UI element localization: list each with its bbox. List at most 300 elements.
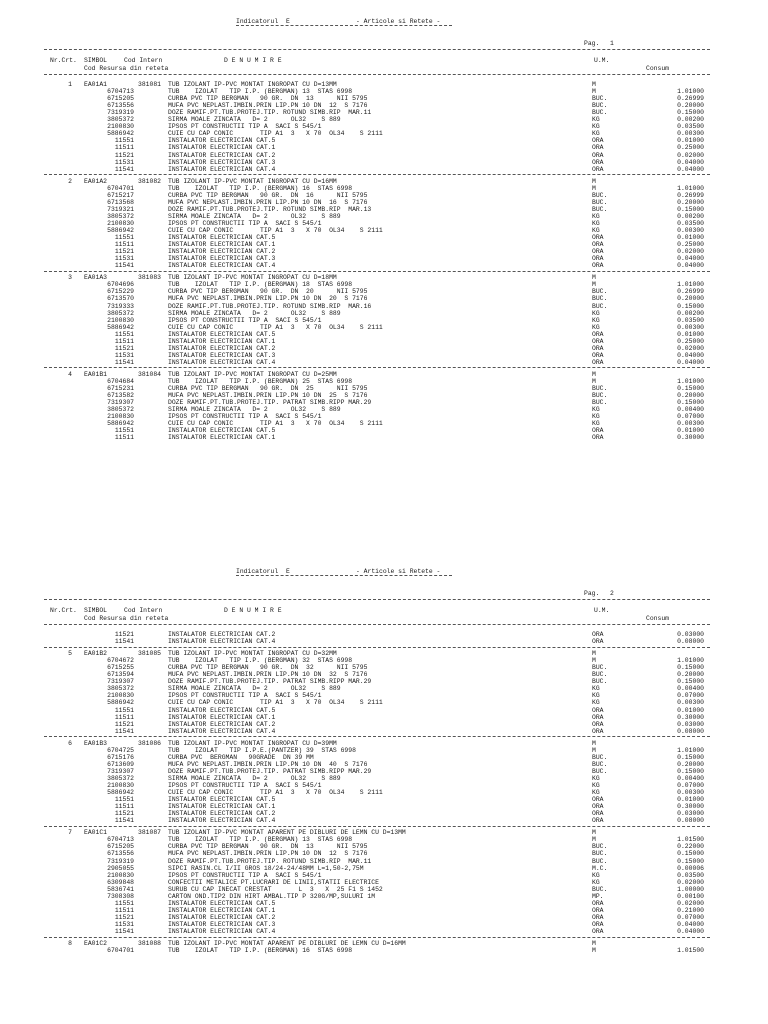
resource-um: KG [592, 219, 600, 227]
resource-consum: 0.20000 [677, 392, 704, 400]
resource-code: 5886942 [107, 130, 134, 138]
resource-denumire: CUIE CU CAP CONIC TIP A1 3 X 70 OL34 S 2111 [168, 130, 383, 138]
header-denumire: D E N U M I R E [224, 57, 282, 64]
resource-um: KG [592, 420, 600, 428]
resource-denumire: TUB IZOLAT TIP I.P. (BERGMAN) 13 STAS 6998 [168, 836, 353, 844]
resource-um: KG [592, 692, 600, 700]
resource-code: 6715205 [107, 843, 134, 851]
resource-consum: 0.08000 [677, 638, 704, 646]
article-cod-intern: 381083 [138, 274, 162, 282]
resource-denumire: MUFA PVC NEPLAST.IMBIN.PRIN LIP.PN 10 DN 40 S 7176 [168, 760, 368, 768]
resource-denumire: TUB IZOLAT TIP I.P. (BERGMAN) 16 STAS 6998 [168, 184, 353, 192]
resource-consum: 0.00300 [677, 420, 704, 428]
article-denumire: TUB IZOLANT IP-PVC MONTAT INGROPAT CU D=25MM [168, 370, 337, 378]
resource-consum: 0.20000 [677, 295, 704, 303]
resource-code: 7319319 [107, 109, 134, 117]
resource-um: ORA [592, 144, 604, 152]
resource-code: 11551 [114, 706, 134, 714]
resource-code: 2100830 [107, 123, 134, 131]
resource-code: 3805372 [107, 212, 134, 220]
resource-um: BUC. [592, 399, 608, 407]
resource-consum: 0.26999 [677, 191, 704, 199]
resource-um: M [592, 746, 596, 754]
resource-denumire: TUB IZOLAT TIP I.P.E.(PANTZER) 39 STAS 6998 [168, 746, 356, 754]
resource-code: 11531 [114, 255, 134, 263]
resource-consum: 0.15000 [677, 302, 704, 310]
resource-um: M [592, 378, 596, 385]
resource-consum: 1.01000 [677, 378, 704, 385]
resource-consum: 0.03500 [677, 219, 704, 227]
resource-code: 6713594 [107, 671, 134, 679]
resource-consum: 0.00400 [677, 774, 704, 782]
header-nrcrt: Nr.Crt. [50, 57, 77, 64]
resource-consum: 0.25000 [677, 337, 704, 345]
resource-denumire: INSTALATOR ELECTRICIAN CAT.3 [168, 255, 276, 263]
resource-consum: 0.00400 [677, 685, 704, 693]
resource-denumire: SIRMA MOALE ZINCATA D= 2 OL32 S 889 [168, 406, 341, 414]
resource-denumire: SIRMA MOALE ZINCATA D= 2 OL32 S 889 [168, 212, 341, 220]
resource-denumire: SIRMA MOALE ZINCATA D= 2 OL32 S 889 [168, 309, 341, 317]
resource-consum: 0.15000 [677, 385, 704, 393]
resource-um: KG [592, 782, 600, 789]
resource-code: 7319333 [107, 302, 134, 310]
header-cod-intern: Cod Intern [124, 57, 163, 64]
resource-consum: 1.00000 [677, 885, 704, 893]
resource-code: 3805372 [107, 774, 134, 782]
resource-um: KG [592, 309, 600, 317]
resource-code: 11511 [114, 337, 134, 345]
resource-denumire: MUFA PVC NEPLAST.IMBIN.PRIN LIP.PN 10 DN 12 S 7176 [168, 102, 368, 110]
article-cod-intern: 381086 [138, 739, 162, 747]
resource-consum: 0.15000 [677, 664, 704, 672]
resource-denumire: CUIE CU CAP CONIC TIP A1 3 X 70 OL34 S 2111 [168, 420, 383, 428]
resource-denumire: IPSOS PT CONSTRUCTII TIP A SACI S 545/1 [168, 871, 322, 879]
resource-code: 7308308 [107, 892, 134, 900]
resource-um: KG [592, 699, 600, 707]
resource-denumire: SIPCI RASIN.CL I/II GROS 18/24-24/48MM L=1,50-2,75M [168, 864, 364, 872]
resource-code: 6704684 [107, 378, 134, 385]
resource-consum: 0.00006 [677, 864, 704, 872]
resource-denumire: INSTALATOR ELECTRICIAN CAT.2 [168, 913, 276, 921]
resource-code: 11511 [114, 713, 134, 721]
resource-consum: 0.08000 [677, 727, 704, 735]
resource-consum: 0.26999 [677, 288, 704, 296]
resource-code: 5886942 [107, 323, 134, 331]
resource-consum: 0.15000 [677, 109, 704, 117]
resource-consum: 0.04000 [677, 262, 704, 270]
resource-um: KG [592, 116, 600, 124]
title-underline [236, 575, 452, 576]
resource-um: BUC. [592, 302, 608, 310]
resource-denumire: IPSOS PT CONSTRUCTII TIP A SACI S 545/1 [168, 123, 322, 131]
resource-denumire: INSTALATOR ELECTRICIAN CAT.5 [168, 796, 276, 804]
resource-code: 11521 [114, 151, 134, 159]
resource-um: ORA [592, 638, 604, 646]
resource-denumire: INSTALATOR ELECTRICIAN CAT.4 [168, 817, 276, 825]
resource-um: KG [592, 323, 600, 331]
resource-consum: 0.02000 [677, 151, 704, 159]
resource-um: KG [592, 406, 600, 414]
resource-denumire: TUB IZOLAT TIP I.P. (BERGMAN) 25 STAS 6998 [168, 378, 353, 385]
resource-denumire: INSTALATOR ELECTRICIAN CAT.4 [168, 165, 276, 173]
article-nr: 2 [68, 177, 72, 185]
article-simbol: EA01A3 [84, 274, 108, 282]
resource-um: BUC. [592, 678, 608, 686]
resource-um: KG [592, 774, 600, 782]
header-consum: Consum [646, 615, 670, 622]
resource-um: KG [592, 212, 600, 220]
article-nr: 7 [68, 829, 72, 837]
resource-consum: 0.15000 [677, 753, 704, 761]
resource-consum: 0.02000 [677, 248, 704, 256]
resource-consum: 0.20000 [677, 671, 704, 679]
resource-code: 11541 [114, 817, 134, 825]
header-um: U.M. [594, 57, 610, 64]
resource-um: KG [592, 878, 600, 886]
resource-code: 2100830 [107, 316, 134, 324]
resource-um: BUC. [592, 102, 608, 110]
header-um: U.M. [594, 607, 610, 614]
resource-code: 11511 [114, 434, 134, 442]
article-denumire: TUB IZOLANT IP-PVC MONTAT INGROPAT CU D=16MM [168, 177, 337, 185]
article-um: M [592, 177, 596, 185]
resource-denumire: SURUB CU CAP INECAT CRESTAT L 3 X 25 F1 S 1452 [168, 885, 383, 893]
resource-code: 6713570 [107, 295, 134, 303]
article-nr: 1 [68, 81, 72, 88]
resource-um: BUC. [592, 205, 608, 213]
resource-code: 11551 [114, 330, 134, 338]
resource-code: 11511 [114, 906, 134, 914]
resource-um: BUC. [592, 191, 608, 199]
article-cod-intern: 381081 [138, 81, 162, 88]
article-cod-intern: 381082 [138, 177, 162, 185]
resource-consum: 0.20000 [677, 198, 704, 206]
resource-um: ORA [592, 344, 604, 352]
resource-code: 3805372 [107, 116, 134, 124]
page-label: Pag. [584, 590, 600, 597]
resource-denumire: CURBA PVC TIP BERGMAN 90 GR. DN 25 NII 5795 [168, 385, 368, 393]
resource-um: M.C. [592, 864, 608, 872]
resource-denumire: INSTALATOR ELECTRICIAN CAT.3 [168, 158, 276, 166]
title-code: E [286, 18, 290, 25]
resource-consum: 0.01000 [677, 137, 704, 145]
resource-um: ORA [592, 631, 604, 638]
resource-um: ORA [592, 358, 604, 366]
resource-denumire: IPSOS PT CONSTRUCTII TIP A SACI S 545/1 [168, 219, 322, 227]
resource-um: KG [592, 413, 600, 421]
resource-denumire: DOZE RAMIF.PT.TUB.PROTEJ.TIP. ROTUND SIMB.RIP MAR.11 [168, 109, 372, 117]
header-bottom-line [44, 624, 710, 625]
resource-code: 6704713 [107, 836, 134, 844]
article-cod-intern: 381088 [138, 940, 162, 948]
resource-um: ORA [592, 727, 604, 735]
resource-denumire: IPSOS PT CONSTRUCTII TIP A SACI S 545/1 [168, 782, 322, 789]
resource-code: 6704701 [107, 184, 134, 192]
article-separator [44, 271, 710, 272]
resource-consum: 0.04000 [677, 158, 704, 166]
resource-code: 6715217 [107, 191, 134, 199]
resource-um: KG [592, 130, 600, 138]
resource-code: 6704696 [107, 281, 134, 289]
resource-denumire: INSTALATOR ELECTRICIAN CAT.1 [168, 144, 276, 152]
resource-consum: 0.02000 [677, 899, 704, 907]
resource-consum: 1.01500 [677, 836, 704, 844]
resource-code: 11531 [114, 351, 134, 359]
resource-denumire: DOZE RAMIF.PT.TUB.PROTEJ.TIP. ROTUND SIMB.RIP MAR.13 [168, 205, 372, 213]
resource-consum: 0.04000 [677, 351, 704, 359]
resource-um: BUC. [592, 392, 608, 400]
resource-denumire: DOZE RAMIF.PT.TUB.PROTEJ.TIP. ROTUND SIMB.RIP MAR.11 [168, 857, 372, 865]
resource-um: BUC. [592, 671, 608, 679]
resource-denumire: IPSOS PT CONSTRUCTII TIP A SACI S 545/1 [168, 692, 322, 700]
article-nr: 8 [68, 940, 72, 948]
resource-consum: 0.20000 [677, 102, 704, 110]
resource-code: 11511 [114, 803, 134, 811]
resource-code: 7319307 [107, 767, 134, 775]
resource-code: 6704713 [107, 88, 134, 96]
resource-consum: 0.21000 [677, 906, 704, 914]
resource-um: ORA [592, 262, 604, 270]
resource-code: 11551 [114, 137, 134, 145]
resource-consum: 0.15000 [677, 678, 704, 686]
resource-code: 2100830 [107, 692, 134, 700]
resource-consum: 0.07000 [677, 782, 704, 789]
resource-denumire: CUIE CU CAP CONIC TIP A1 3 X 70 OL34 S 2111 [168, 699, 383, 707]
header-cod-intern: Cod Intern [124, 607, 163, 614]
resource-denumire: INSTALATOR ELECTRICIAN CAT.4 [168, 638, 276, 646]
resource-denumire: INSTALATOR ELECTRICIAN CAT.1 [168, 241, 276, 249]
resource-denumire: INSTALATOR ELECTRICIAN CAT.5 [168, 330, 276, 338]
article-um: M [592, 274, 596, 282]
article-um: M [592, 940, 596, 948]
resource-code: 5886942 [107, 227, 134, 234]
resource-consum: 0.08000 [677, 817, 704, 825]
resource-consum: 0.00400 [677, 406, 704, 414]
resource-code: 3805372 [107, 309, 134, 317]
resource-code: 2100830 [107, 871, 134, 879]
resource-um: KG [592, 227, 600, 234]
article-um: M [592, 81, 596, 88]
resource-consum: 0.26999 [677, 95, 704, 103]
resource-code: 11511 [114, 241, 134, 249]
resource-denumire: CURBA PVC TIP BERGMAN 90 GR. DN 20 NII 5795 [168, 288, 368, 296]
resource-denumire: INSTALATOR ELECTRICIAN CAT.1 [168, 803, 276, 811]
resource-um: BUC. [592, 664, 608, 672]
resource-denumire: DOZE RAMIF.PT.TUB.PROTEJ.TIP. ROTUND SIMB.RIP MAR.16 [168, 302, 372, 310]
resource-consum: 0.04000 [677, 358, 704, 366]
resource-consum: 1.01000 [677, 281, 704, 289]
resource-um: BUC. [592, 109, 608, 117]
resource-consum: 0.07000 [677, 913, 704, 921]
resource-um: ORA [592, 241, 604, 249]
resource-um: ORA [592, 434, 604, 442]
resource-denumire: MUFA PVC NEPLAST.IMBIN.PRIN LIP.PN 10 DN 32 S 7176 [168, 671, 368, 679]
article-separator [44, 826, 710, 827]
resource-code: 6713556 [107, 102, 134, 110]
header-cod-resursa: Cod Resursa din reteta [84, 65, 169, 72]
article-simbol: EA01A2 [84, 177, 108, 185]
resource-consum: 0.00200 [677, 116, 704, 124]
resource-um: BUC. [592, 385, 608, 393]
resource-denumire: INSTALATOR ELECTRICIAN CAT.2 [168, 810, 276, 818]
resource-consum: 0.15000 [677, 205, 704, 213]
resource-um: ORA [592, 137, 604, 145]
resource-code: 11541 [114, 262, 134, 270]
article-separator [44, 647, 710, 648]
resource-consum: 0.04000 [677, 928, 704, 935]
article-denumire: TUB IZOLANT IP-PVC MONTAT INGROPAT CU D=13MM [168, 81, 337, 88]
resource-consum: 0.15000 [677, 850, 704, 858]
resource-code: 6715205 [107, 95, 134, 103]
resource-um: ORA [592, 796, 604, 804]
resource-code: 11551 [114, 234, 134, 242]
article-denumire: TUB IZOLANT IP-PVC MONTAT APARENT PE DIBLURI DE LEMN CU D=16MM [168, 940, 406, 948]
resource-um: M [592, 281, 596, 289]
article-nr: 4 [68, 370, 72, 378]
resource-code: 6715229 [107, 288, 134, 296]
resource-consum: 0.07000 [677, 413, 704, 421]
resource-code: 6713582 [107, 392, 134, 400]
resource-consum: 0.02000 [677, 344, 704, 352]
article-simbol: EA01A1 [84, 81, 108, 88]
resource-code: 11521 [114, 810, 134, 818]
resource-denumire: INSTALATOR ELECTRICIAN CAT.2 [168, 631, 276, 638]
resource-denumire: SIRMA MOALE ZINCATA D= 2 OL32 S 889 [168, 116, 341, 124]
resource-code: 11541 [114, 165, 134, 173]
resource-denumire: TUB IZOLAT TIP I.P. (BERGMAN) 16 STAS 6998 [168, 947, 353, 955]
resource-um: ORA [592, 255, 604, 263]
resource-um: ORA [592, 151, 604, 159]
resource-um: ORA [592, 720, 604, 728]
resource-um: KG [592, 789, 600, 797]
resource-denumire: CONFECTII METALICE PT.LUCRARI DE LINII,STATII ELECTRICE [168, 878, 379, 886]
resource-um: KG [592, 685, 600, 693]
resource-consum: 1.01000 [677, 657, 704, 665]
resource-consum: 0.00100 [677, 892, 704, 900]
resource-consum: 0.04000 [677, 920, 704, 928]
resource-consum: 0.03500 [677, 123, 704, 131]
resource-denumire: INSTALATOR ELECTRICIAN CAT.3 [168, 351, 276, 359]
resource-code: 7319307 [107, 678, 134, 686]
resource-denumire: INSTALATOR ELECTRICIAN CAT.4 [168, 358, 276, 366]
resource-um: KG [592, 316, 600, 324]
resource-code: 5886942 [107, 789, 134, 797]
article-cod-intern: 381087 [138, 829, 162, 837]
article-separator [44, 174, 710, 175]
resource-consum: 0.15000 [677, 857, 704, 865]
resource-um: ORA [592, 906, 604, 914]
resource-denumire: DOZE RAMIF.PT.TUB.PROTEJ.TIP. PATRAT SIMB.RIPP MAR.29 [168, 399, 372, 407]
header-top-line [44, 49, 710, 50]
resource-um: ORA [592, 817, 604, 825]
resource-consum: 0.03500 [677, 316, 704, 324]
resource-consum: 0.02000 [677, 878, 704, 886]
resource-code: 6715176 [107, 753, 134, 761]
page-label: Pag. [584, 40, 600, 47]
resource-code: 5886942 [107, 420, 134, 428]
title-underline [236, 25, 452, 26]
resource-consum: 0.03000 [677, 810, 704, 818]
resource-um: ORA [592, 234, 604, 242]
resource-code: 3805372 [107, 685, 134, 693]
resource-um: KG [592, 871, 600, 879]
resource-code: 2905055 [107, 864, 134, 872]
header-consum: Consum [646, 65, 670, 72]
resource-denumire: DOZE RAMIF.PT.TUB.PROTEJ.TIP. PATRAT SIMB.RIPP MAR.29 [168, 678, 372, 686]
resource-um: ORA [592, 337, 604, 345]
resource-denumire: INSTALATOR ELECTRICIAN CAT.2 [168, 344, 276, 352]
resource-denumire: TUB IZOLAT TIP I.P. (BERGMAN) 13 STAS 6998 [168, 88, 353, 96]
resource-code: 2100830 [107, 782, 134, 789]
resource-um: MP. [592, 892, 604, 900]
resource-consum: 0.30000 [677, 803, 704, 811]
resource-um: M [592, 657, 596, 665]
resource-denumire: CURBA PVC BERGMAN 90GRADE DN 39 MM [168, 753, 314, 761]
resource-um: BUC. [592, 753, 608, 761]
article-um: M [592, 370, 596, 378]
resource-code: 2100830 [107, 413, 134, 421]
header-simbol: SIMBOL [84, 607, 108, 614]
resource-consum: 0.00200 [677, 309, 704, 317]
title-indicatorul: Indicatorul [236, 568, 279, 575]
resource-um: M [592, 836, 596, 844]
resource-consum: 0.00300 [677, 227, 704, 234]
resource-consum: 0.15000 [677, 399, 704, 407]
resource-denumire: INSTALATOR ELECTRICIAN CAT.5 [168, 706, 276, 714]
resource-code: 6704725 [107, 746, 134, 754]
resource-denumire: MUFA PVC NEPLAST.IMBIN.PRIN LIP.PN 10 DN 12 S 7176 [168, 850, 368, 858]
article-denumire: TUB IZOLANT IP-PVC MONTAT INGROPAT CU D=32MM [168, 650, 337, 658]
resource-denumire: MUFA PVC NEPLAST.IMBIN.PRIN LIP.PN 10 DN 25 S 7176 [168, 392, 368, 400]
resource-consum: 0.04000 [677, 255, 704, 263]
article-separator [44, 937, 710, 938]
resource-denumire: INSTALATOR ELECTRICIAN CAT.5 [168, 427, 276, 435]
resource-denumire: MUFA PVC NEPLAST.IMBIN.PRIN LIP.PN 10 DN 20 S 7176 [168, 295, 368, 303]
resource-code: 2100830 [107, 219, 134, 227]
resource-consum: 1.01000 [677, 746, 704, 754]
resource-denumire: CURBA PVC TIP BERGMAN 90 GR. DN 13 NII 5795 [168, 843, 368, 851]
resource-um: BUC. [592, 843, 608, 851]
resource-code: 6715231 [107, 385, 134, 393]
resource-consum: 1.01000 [677, 184, 704, 192]
resource-code: 11551 [114, 899, 134, 907]
resource-consum: 0.20000 [677, 760, 704, 768]
resource-denumire: INSTALATOR ELECTRICIAN CAT.5 [168, 234, 276, 242]
resource-um: BUC. [592, 857, 608, 865]
title-articole: - Articole si Retete - [356, 18, 441, 25]
resource-denumire: CUIE CU CAP CONIC TIP A1 3 X 70 OL34 S 2111 [168, 227, 383, 234]
resource-code: 11521 [114, 248, 134, 256]
header-cod-resursa: Cod Resursa din reteta [84, 615, 169, 622]
resource-um: ORA [592, 165, 604, 173]
article-um: M [592, 829, 596, 837]
resource-code: 5886942 [107, 699, 134, 707]
resource-denumire: SIRMA MOALE ZINCATA D= 2 OL32 S 889 [168, 685, 341, 693]
resource-code: 11511 [114, 144, 134, 152]
resource-denumire: CUIE CU CAP CONIC TIP A1 3 X 70 OL34 S 2111 [168, 789, 383, 797]
resource-code: 11541 [114, 358, 134, 366]
article-simbol: EA01C2 [84, 940, 108, 948]
resource-um: KG [592, 123, 600, 131]
resource-um: ORA [592, 706, 604, 714]
resource-code: 6713556 [107, 850, 134, 858]
resource-denumire: INSTALATOR ELECTRICIAN CAT.5 [168, 137, 276, 145]
resource-code: 3805372 [107, 406, 134, 414]
resource-code: 6704672 [107, 657, 134, 665]
resource-denumire: INSTALATOR ELECTRICIAN CAT.3 [168, 920, 276, 928]
resource-denumire: CUIE CU CAP CONIC TIP A1 3 X 70 OL34 S 2111 [168, 323, 383, 331]
resource-um: BUC. [592, 288, 608, 296]
